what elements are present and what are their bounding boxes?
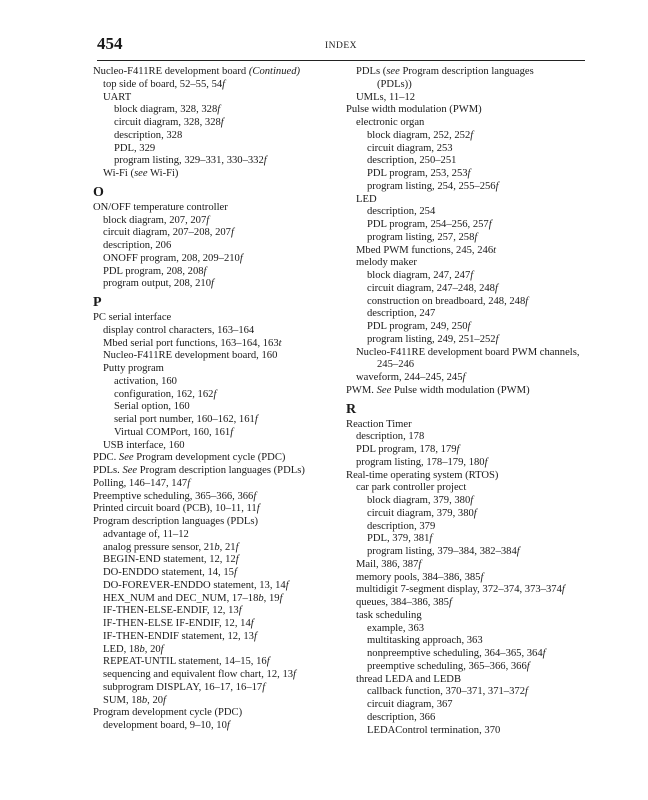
index-entry: block diagram, 207, 207f — [103, 214, 210, 226]
index-entry: Mail, 386, 387f — [356, 558, 422, 570]
index-entry: queues, 384–386, 385f — [356, 597, 452, 608]
index-entry: ONOFF program, 208, 209–210f — [103, 252, 243, 264]
index-entry: program output, 208, 210f — [103, 278, 214, 290]
running-head: INDEX — [324, 41, 358, 51]
index-entry: LEDAControl termination, 370 — [367, 724, 501, 736]
index-entry: Nucleo-F411RE development board (Continued) — [93, 66, 301, 77]
index-entry: circuit diagram, 328, 328f — [114, 117, 224, 128]
index-entry: PDL, 329 — [114, 142, 156, 154]
index-entry: multidigit 7-segment display, 372–374, 373–374f — [356, 584, 565, 596]
index-entry: PDL program, 208, 208f — [103, 265, 207, 277]
index-entry: PC serial interface — [93, 312, 172, 323]
index-entry: nonpreemptive scheduling, 364–365, 364f — [367, 648, 546, 659]
index-entry: development board, 9–10, 10f — [103, 720, 230, 731]
index-entry: Printed circuit board (PCB), 10–11, 11f — [93, 503, 260, 515]
index-entry: Nucleo-F411RE development board PWM channels, — [356, 346, 580, 358]
index-entry: description, 206 — [103, 240, 172, 251]
index-entry: description, 366 — [367, 711, 436, 723]
index-entry: description, 178 — [356, 431, 425, 443]
index-entry: PDL program, 249, 250f — [367, 321, 471, 332]
index-entry: serial port number, 160–162, 161f — [114, 414, 258, 425]
index-entry: subprogram DISPLAY, 16–17, 16–17f — [103, 681, 266, 693]
index-entry: PDL program, 178, 179f — [356, 444, 460, 455]
index-entry: block diagram, 247, 247f — [367, 270, 474, 281]
index-entry: preemptive scheduling, 365–366, 366f — [367, 660, 530, 672]
index-entry: Nucleo-F411RE development board, 160 — [103, 350, 278, 362]
index-entry: REPEAT-UNTIL statement, 14–15, 16f — [103, 656, 270, 668]
index-entry: USB interface, 160 — [103, 439, 185, 451]
index-entry: circuit diagram, 379, 380f — [367, 507, 477, 519]
index-entry: HEX_NUM and DEC_NUM, 17–18b, 19f — [103, 592, 283, 604]
index-entry: description, 379 — [367, 520, 436, 532]
index-entry: Virtual COMPort, 160, 161f — [114, 426, 234, 438]
index-entry: car park controller project — [356, 482, 467, 494]
index-entry: Putty program — [103, 363, 164, 374]
section-letter: R — [346, 401, 357, 417]
index-entry: block diagram, 252, 252f — [367, 129, 474, 141]
index-entry: UMLs, 11–12 — [356, 91, 416, 103]
index-entry: block diagram, 328, 328f — [114, 104, 221, 116]
index-column-right — [346, 66, 592, 737]
index-entry: program listing, 254, 255–256f — [367, 180, 499, 192]
index-entry: example, 363 — [367, 622, 425, 634]
index-entry: electronic organ — [356, 117, 425, 128]
index-entry: Real-time operating system (RTOS) — [346, 469, 499, 481]
index-entry: description, 254 — [367, 206, 436, 218]
index-entry: PDLs (see Program description languages — [356, 66, 534, 77]
index-entry: construction on breadboard, 248, 248f — [367, 295, 529, 307]
index-entry: Serial option, 160 — [114, 401, 190, 413]
index-column-left — [93, 66, 339, 733]
index-entry: Mbed serial port functions, 163–164, 163t — [103, 337, 282, 349]
index-entry: IF-THEN-ENDIF statement, 12, 13f — [103, 630, 257, 642]
index-entry: LED — [356, 193, 377, 205]
index-entry: callback function, 370–371, 371–372f — [367, 686, 528, 698]
index-entry: multitasking approach, 363 — [367, 635, 483, 647]
index-entry: analog pressure sensor, 21b, 21f — [103, 541, 239, 553]
index-entry: program listing, 329–331, 330–332f — [114, 155, 267, 167]
index-entry: Mbed PWM functions, 245, 246t — [356, 244, 497, 256]
index-entry: Pulse width modulation (PWM) — [346, 104, 482, 116]
index-entry: (PDLs)) — [377, 78, 412, 90]
index-entry: PDL program, 253, 253f — [367, 168, 471, 179]
index-entry: waveform, 244–245, 245f — [356, 372, 466, 383]
index-entry: display control characters, 163–164 — [103, 324, 255, 336]
index-entry: task scheduling — [356, 609, 422, 621]
index-entry: description, 328 — [114, 129, 183, 141]
index-entry: circuit diagram, 207–208, 207f — [103, 227, 234, 239]
index-entry: circuit diagram, 247–248, 248f — [367, 282, 498, 294]
index-entry: ON/OFF temperature controller — [93, 201, 228, 213]
index-entry: DO-FOREVER-ENDDO statement, 13, 14f — [103, 579, 289, 591]
index-entry: PDL program, 254–256, 257f — [367, 219, 492, 230]
index-entry: description, 247 — [367, 308, 436, 320]
index-entry: Reaction Timer — [346, 418, 412, 430]
index-entry: advantage of, 11–12 — [103, 528, 189, 540]
index-entry: description, 250–251 — [367, 155, 457, 167]
index-entry: melody maker — [356, 257, 417, 269]
index-entry: sequencing and equivalent flow chart, 12, 13f — [103, 669, 296, 680]
index-entry: memory pools, 384–386, 385f — [356, 571, 484, 583]
index-entry: PDL, 379, 381f — [367, 533, 433, 545]
index-entry: block diagram, 379, 380f — [367, 495, 474, 506]
index-entry: Preemptive scheduling, 365–366, 366f — [93, 490, 257, 502]
page-number: 454 — [97, 34, 123, 53]
index-entry: PDLs. See Program description languages (PDLs) — [93, 465, 305, 476]
index-entry: Program development cycle (PDC) — [93, 707, 243, 719]
index-entry: LED, 18b, 20f — [103, 643, 164, 655]
index-entry: UART — [103, 91, 132, 103]
index-entry: top side of board, 52–55, 54f — [103, 78, 226, 90]
index-entry: Polling, 146–147, 147f — [93, 477, 191, 489]
index-entry: program listing, 257, 258f — [367, 231, 478, 243]
index-entry: IF-THEN-ELSE-ENDIF, 12, 13f — [103, 605, 242, 617]
index-entry: configuration, 162, 162f — [114, 388, 217, 400]
index-entry: Program description languages (PDLs) — [93, 516, 259, 527]
index-entry: DO-ENDDO statement, 14, 15f — [103, 567, 237, 578]
index-entry: program listing, 178–179, 180f — [356, 456, 488, 468]
index-entry: circuit diagram, 367 — [367, 699, 453, 710]
index-entry: thread LEDA and LEDB — [356, 673, 462, 685]
index-entry: circuit diagram, 253 — [367, 142, 453, 154]
section-letter: P — [93, 295, 102, 310]
index-entry: 245–246 — [377, 359, 415, 371]
index-entry: IF-THEN-ELSE IF-ENDIF, 12, 14f — [103, 618, 254, 629]
section-letter: O — [93, 184, 104, 200]
index-entry: Wi-Fi (see Wi-Fi) — [103, 168, 179, 179]
index-entry: program listing, 249, 251–252f — [367, 333, 499, 345]
index-entry: PDC. See Program development cycle (PDC) — [93, 452, 286, 464]
index-entry: program listing, 379–384, 382–384f — [367, 546, 520, 557]
index-entry: PWM. See Pulse width modulation (PWM) — [346, 384, 530, 396]
index-entry: activation, 160 — [114, 375, 177, 387]
index-entry: SUM, 18b, 20f — [103, 694, 166, 706]
page-header — [97, 34, 585, 61]
index-entry: BEGIN-END statement, 12, 12f — [103, 554, 239, 566]
